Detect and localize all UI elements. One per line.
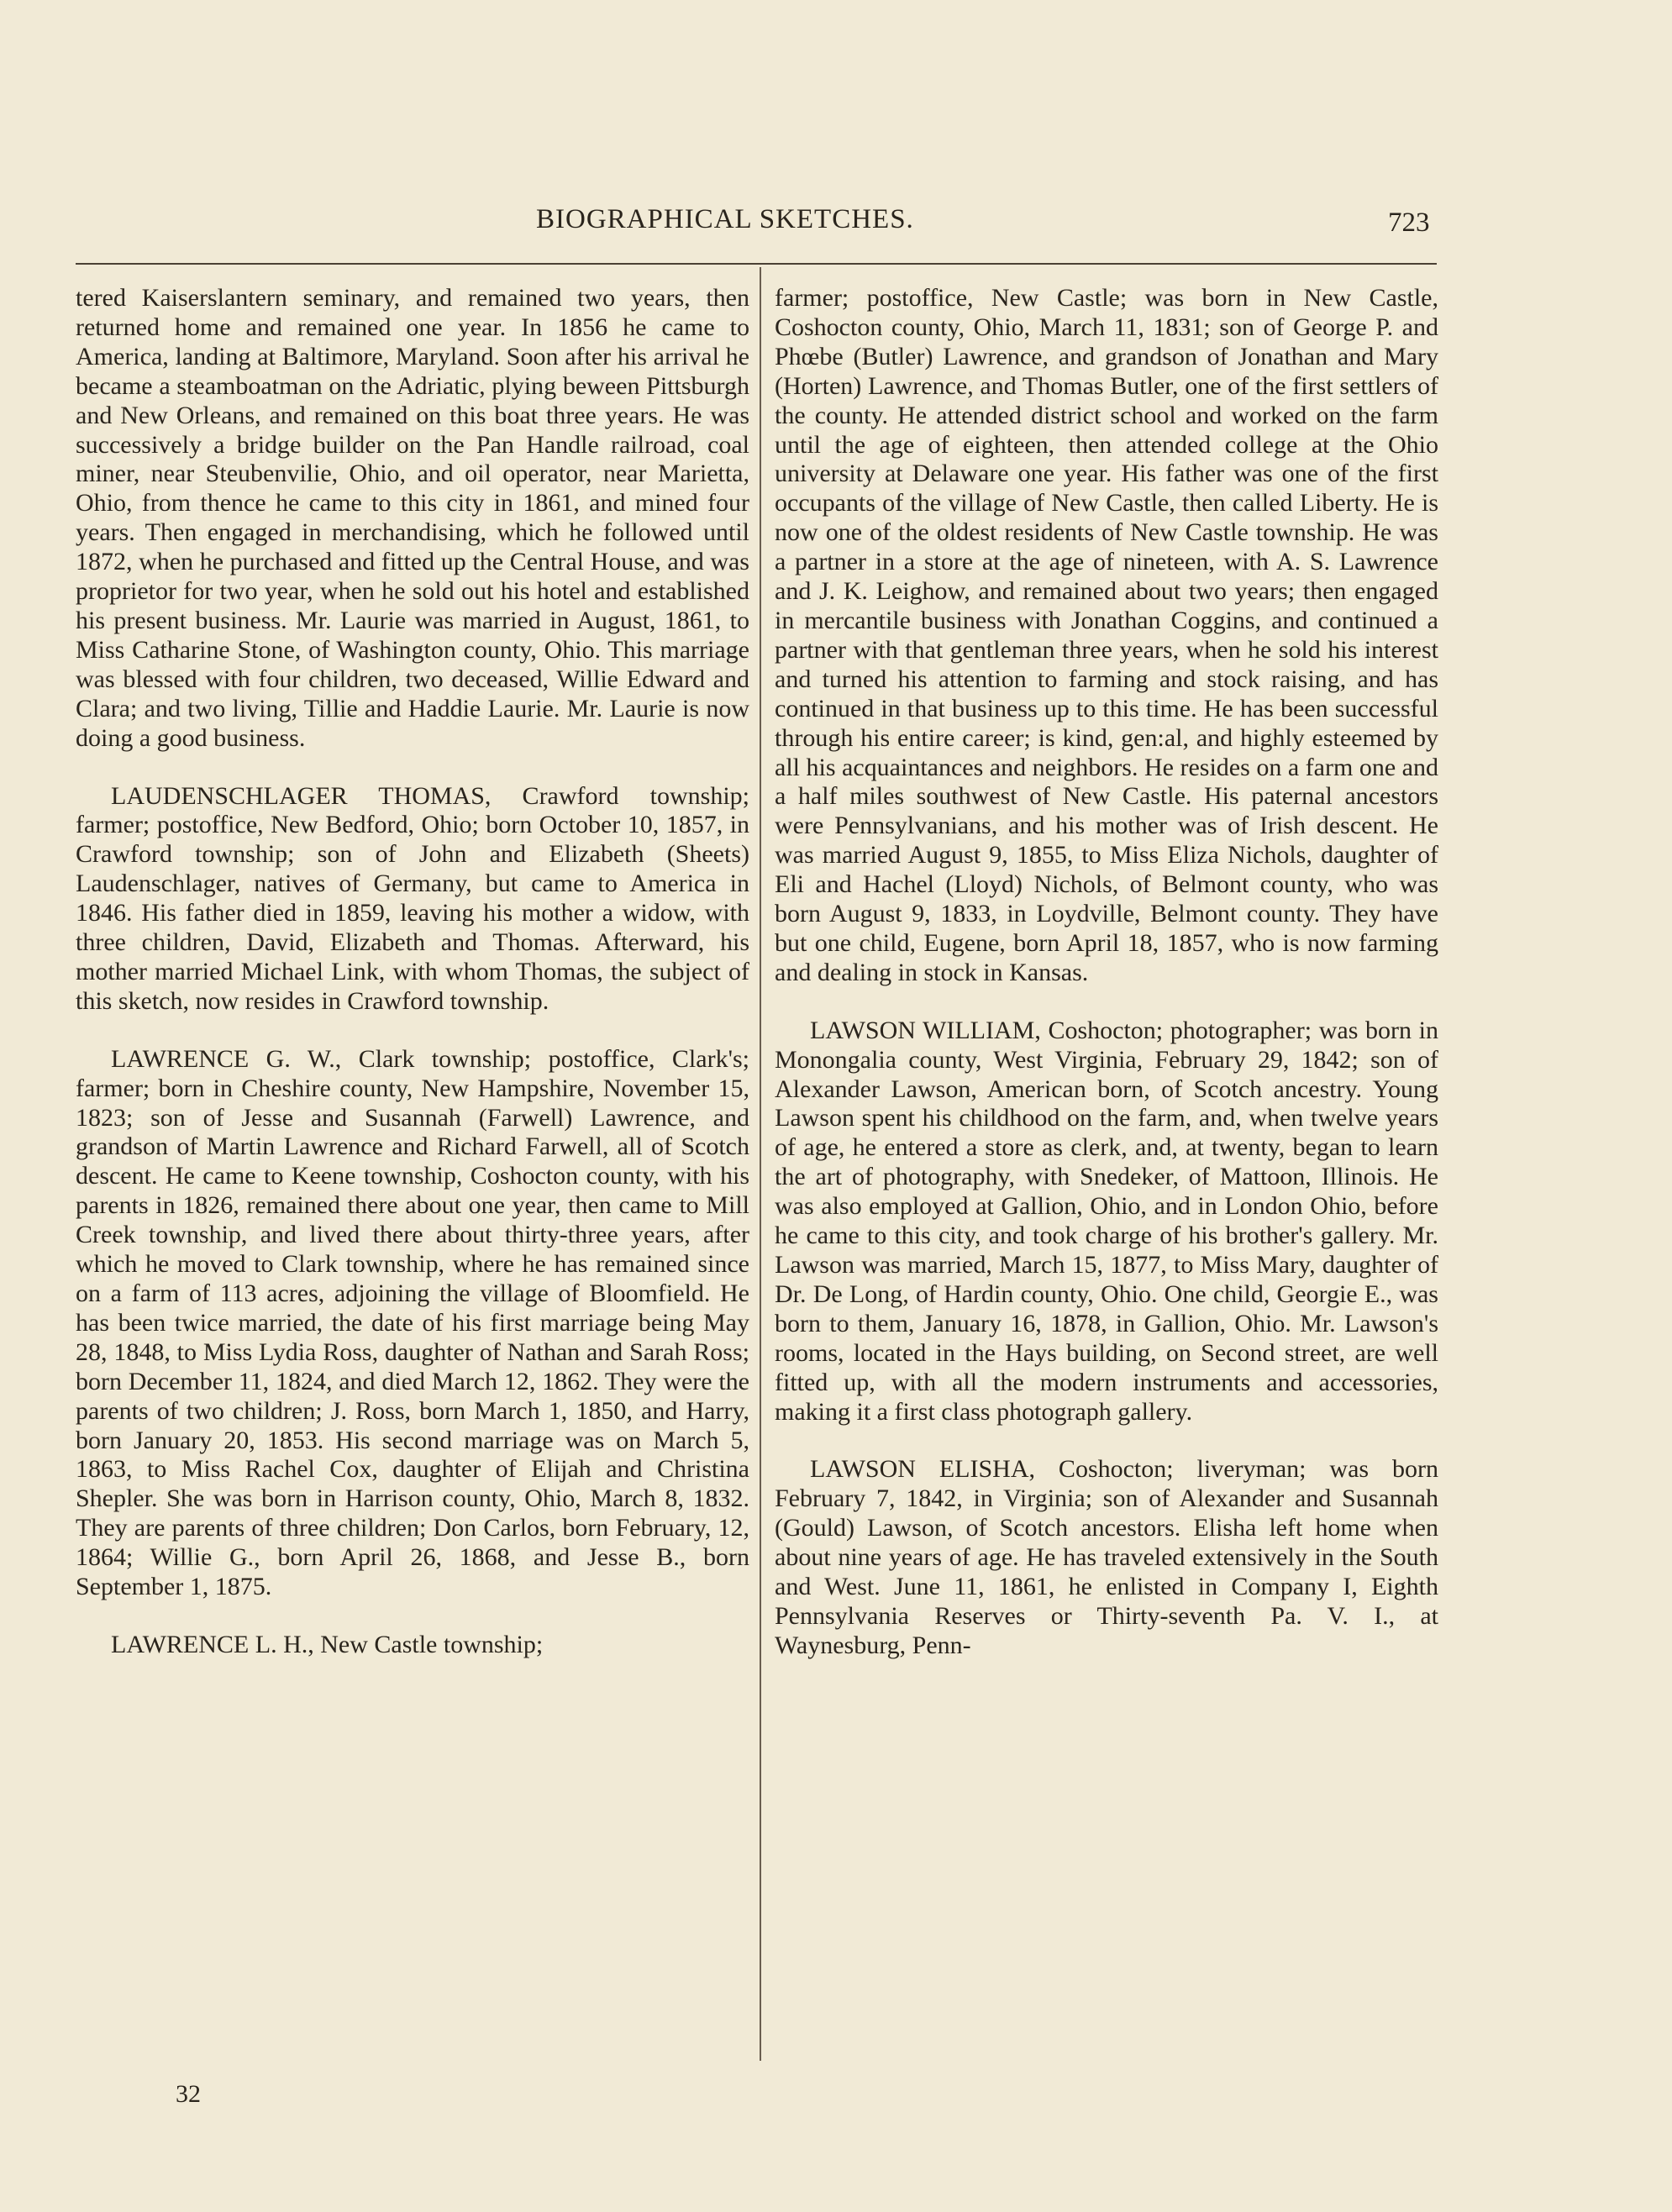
column-divider [760, 267, 761, 2061]
paragraph-continuation: tered Kaiserslantern seminary, and remained two years, then returned home and remained one year. In 1856 he came to America, landing at Baltimore, Maryland. Soon after his arrival he became a steamboatman on the Adriatic, plying beween Pittsburgh and New Orleans, and remained on this boat three years. He was successively a bridge builder on the Pan Handle railroad, coal miner, near Steubenvilie, Ohio, and oil operator, near Marietta, Ohio, from thence he came to this city in 1861, and mined four years. Then engaged in merchandising, which he followed until 1872, when he purchased and fitted up the Central House, and was proprietor for two year, when he sold out his hotel and established his present business. Mr. Laurie was married in August, 1861, to Miss Catharine Stone, of Washington county, Ohio. This marriage was blessed with four children, two deceased, Willie Edward and Clara; and two living, Tillie and Haddie Laurie. Mr. Laurie is now doing a good business. [76, 284, 749, 752]
running-head: BIOGRAPHICAL SKETCHES. [536, 204, 914, 234]
right-column [775, 284, 1438, 1661]
page-header [0, 204, 1672, 246]
page-number: 723 [1388, 208, 1430, 238]
entry-lawrence-l-h: LAWRENCE L. H., New Castle township; [111, 1630, 544, 1658]
entry-laudenschlager-thomas: LAUDENSCHLAGER THOMAS, Crawford township; farmer; postoffice, New Bedford, Ohio; born October 10, 1857, in Crawford township; son of John and Elizabeth (Sheets) Laudenschlager, natives of Germany, but came to America in 1846. His father died in 1859, leaving his mother a widow, with three children, David, Elizabeth and Thomas. Afterward, his mother married Michael Link, with whom Thomas, the subject of this sketch, now resides in Crawford township. [76, 781, 749, 1015]
entry-lawrence-g-w: LAWRENCE G. W., Clark township; postoffice, Clark's; farmer; born in Cheshire county, New Hampshire, November 15, 1823; son of Jesse and Susannah (Farwell) Lawrence, and grandson of Martin Lawrence and Richard Farwell, all of Scotch descent. He came to Keene township, Coshocton county, with his parents in 1826, remained there about one year, then came to Mill Creek township, and lived there about thirty-three years, after which he moved to Clark township, where he has remained since on a farm of 113 acres, adjoining the village of Bloomfield. He has been twice married, the date of his first marriage being May 28, 1848, to Miss Lydia Ross, daughter of Nathan and Sarah Ross; born December 11, 1824, and died March 12, 1862. They were the parents of two children; J. Ross, born March 1, 1850, and Harry, born January 20, 1853. His second marriage was on March 5, 1863, to Miss Rachel Cox, daughter of Elijah and Christina Shepler. She was born in Harrison county, Ohio, March 8, 1832. They are parents of three children; Don Carlos, born February, 12, 1864; Willie G., born April 26, 1868, and Jesse B., born September 1, 1875. [76, 1044, 749, 1601]
signature-mark: 32 [176, 2080, 201, 2108]
left-column [76, 284, 749, 1660]
header-rule [76, 263, 1437, 265]
paragraph-continuation-lawrence-l-h: farmer; postoffice, New Castle; was born in New Castle, Coshocton county, Ohio, March 11, 1831; son of George P. and Phœbe (Butler) Lawrence, and grandson of Jonathan and Mary (Horten) Lawrence, and Thomas Butler, one of the first settlers of the county. He attended district school and worked on the farm until the age of eighteen, then attended college at the Ohio university at Delaware one year. His father was one of the first occupants of the village of New Castle, then called Liberty. He is now one of the oldest residents of New Castle township. He was a partner in a store at the age of nineteen, with A. S. Lawrence and J. K. Leighow, and remained about two years; then engaged in mercantile business with Jonathan Coggins, and continued a partner with that gentleman three years, when he sold his interest and turned his attention to farming and stock raising, and has continued in that business up to this time. He has been successful through his entire career; is kind, gen:al, and highly esteemed by all his acquaintances and neighbors. He resides on a farm one and a half miles southwest of New Castle. His paternal ancestors were Pennsylvanians, and his mother was of Irish descent. He was married August 9, 1855, to Miss Eliza Nichols, daughter of Eli and Hachel (Lloyd) Nichols, of Belmont county, who was born August 9, 1833, in Loydville, Belmont county. They have but one child, Eugene, born April 18, 1857, who is now farming and dealing in stock in Kansas. [775, 284, 1438, 986]
entry-lawson-elisha: LAWSON ELISHA, Coshocton; liveryman; was born February 7, 1842, in Virginia; son of Alexander and Susannah (Gould) Lawson, of Scotch ancestors. Elisha left home when about nine years of age. He has traveled extensively in the South and West. June 11, 1861, he enlisted in Company I, Eighth Pennsylvania Reserves or Thirty-seventh Pa. V. I., at Waynesburg, Penn- [775, 1455, 1438, 1659]
entry-lawson-william: LAWSON WILLIAM, Coshocton; photographer; was born in Monongalia county, West Virginia, February 29, 1842; son of Alexander Lawson, American born, of Scotch ancestry. Young Lawson spent his childhood on the farm, and, when twelve years of age, he entered a store as clerk, and, at twenty, began to learn the art of photography, with Snedeker, of Mattoon, Illinois. He was also employed at Gallion, Ohio, and in London Ohio, before he came to this city, and took charge of his brother's gallery. Mr. Lawson was married, March 15, 1877, to Miss Mary, daughter of Dr. De Long, of Hardin county, Ohio. One child, Georgie E., was born to them, January 16, 1878, in Gallion, Ohio. Mr. Lawson's rooms, located in the Hays building, on Second street, are well fitted up, with all the modern instruments and accessories, making it a first class photograph gallery. [775, 1016, 1438, 1426]
